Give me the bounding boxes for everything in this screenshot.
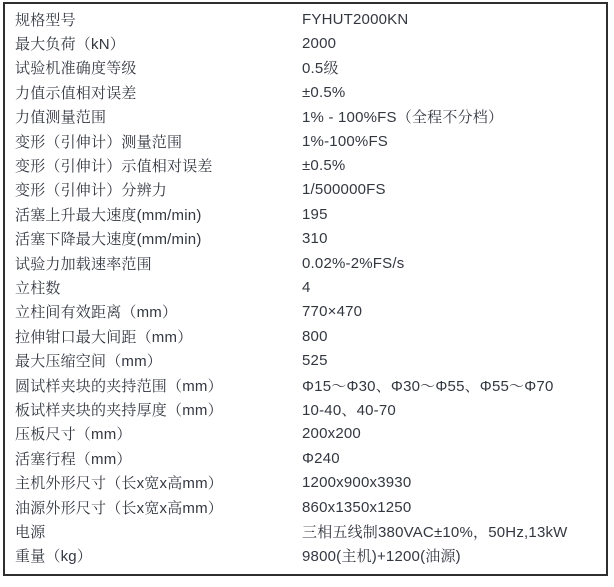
- spec-value: 1200x900x3930: [302, 474, 412, 492]
- spec-value: 195: [302, 205, 328, 223]
- spec-value: 9800(主机)+1200(油源): [302, 548, 461, 566]
- spec-label: 重量（kg）: [15, 548, 93, 566]
- table-row: [5, 544, 606, 568]
- spec-value: 1% - 100%FS（全程不分档）: [302, 109, 504, 127]
- table-row: [5, 56, 606, 80]
- table-row: [5, 470, 606, 494]
- spec-value: FYHUT2000KN: [302, 10, 409, 28]
- spec-label: 最大压缩空间（mm）: [15, 353, 162, 371]
- table-row: [5, 7, 606, 31]
- table-row: [5, 31, 606, 55]
- table-row: [5, 348, 606, 372]
- spec-value: Φ240: [302, 449, 340, 467]
- spec-value: 4: [302, 278, 311, 296]
- table-row: [5, 446, 606, 470]
- spec-value: 770×470: [302, 303, 363, 321]
- spec-table: [3, 2, 608, 576]
- spec-label: 变形（引伸计）示值相对误差: [15, 158, 213, 176]
- spec-value: 525: [302, 352, 328, 370]
- spec-value: Φ15～Φ30、Φ30～Φ55、Φ55～Φ70: [302, 377, 554, 395]
- spec-label: 力值测量范围: [15, 109, 107, 127]
- table-row: [5, 153, 606, 177]
- spec-label: 活塞行程（mm）: [15, 450, 132, 468]
- spec-label: 试验机准确度等级: [15, 60, 137, 78]
- table-row: [5, 495, 606, 519]
- spec-label: 变形（引伸计）分辨力: [15, 182, 168, 200]
- spec-value: 1/500000FS: [302, 181, 386, 199]
- spec-value: 2000: [302, 35, 337, 53]
- table-row: [5, 324, 606, 348]
- spec-value: 800: [302, 327, 328, 345]
- spec-label: 最大负荷（kN）: [15, 36, 125, 54]
- table-row: [5, 422, 606, 446]
- spec-value: 310: [302, 230, 328, 248]
- spec-label: 油源外形尺寸（长x宽x高mm）: [15, 499, 223, 517]
- spec-label: 活塞上升最大速度(mm/min): [15, 206, 202, 224]
- table-row: [5, 227, 606, 251]
- spec-label: 立柱数: [15, 279, 61, 297]
- spec-value: 0.5级: [302, 60, 339, 78]
- table-row: [5, 519, 606, 543]
- spec-label: 力值示值相对误差: [15, 84, 137, 102]
- spec-label: 压板尺寸（mm）: [15, 426, 132, 444]
- spec-label: 拉伸钳口最大间距（mm）: [15, 328, 193, 346]
- spec-label: 圆试样夹块的夹持范围（mm）: [15, 377, 223, 395]
- spec-label: 电源: [15, 523, 46, 541]
- table-row: [5, 275, 606, 299]
- spec-value: 860x1350x1250: [302, 498, 412, 516]
- table-row: [5, 373, 606, 397]
- spec-label: 主机外形尺寸（长x宽x高mm）: [15, 475, 223, 493]
- spec-value: ±0.5%: [302, 157, 346, 175]
- spec-label: 活塞下降最大速度(mm/min): [15, 231, 202, 249]
- spec-label: 变形（引伸计）测量范围: [15, 133, 183, 151]
- spec-label: 试验力加载速率范围: [15, 255, 152, 273]
- spec-label: 立柱间有效距离（mm）: [15, 304, 178, 322]
- spec-value: 200x200: [302, 425, 361, 443]
- spec-value: ±0.5%: [302, 83, 346, 101]
- table-row: [5, 300, 606, 324]
- spec-value: 0.02%-2%FS/s: [302, 254, 405, 272]
- table-row: [5, 129, 606, 153]
- table-row: [5, 80, 606, 104]
- table-row: [5, 397, 606, 421]
- spec-value: 10-40、40-70: [302, 401, 396, 419]
- spec-label: 规格型号: [15, 11, 76, 29]
- spec-value: 三相五线制380VAC±10%，50Hz,13kW: [302, 523, 568, 541]
- spec-value: 1%-100%FS: [302, 132, 389, 150]
- table-row: [5, 251, 606, 275]
- table-row: [5, 105, 606, 129]
- table-row: [5, 202, 606, 226]
- table-row: [5, 178, 606, 202]
- spec-label: 板试样夹块的夹持厚度（mm）: [15, 401, 223, 419]
